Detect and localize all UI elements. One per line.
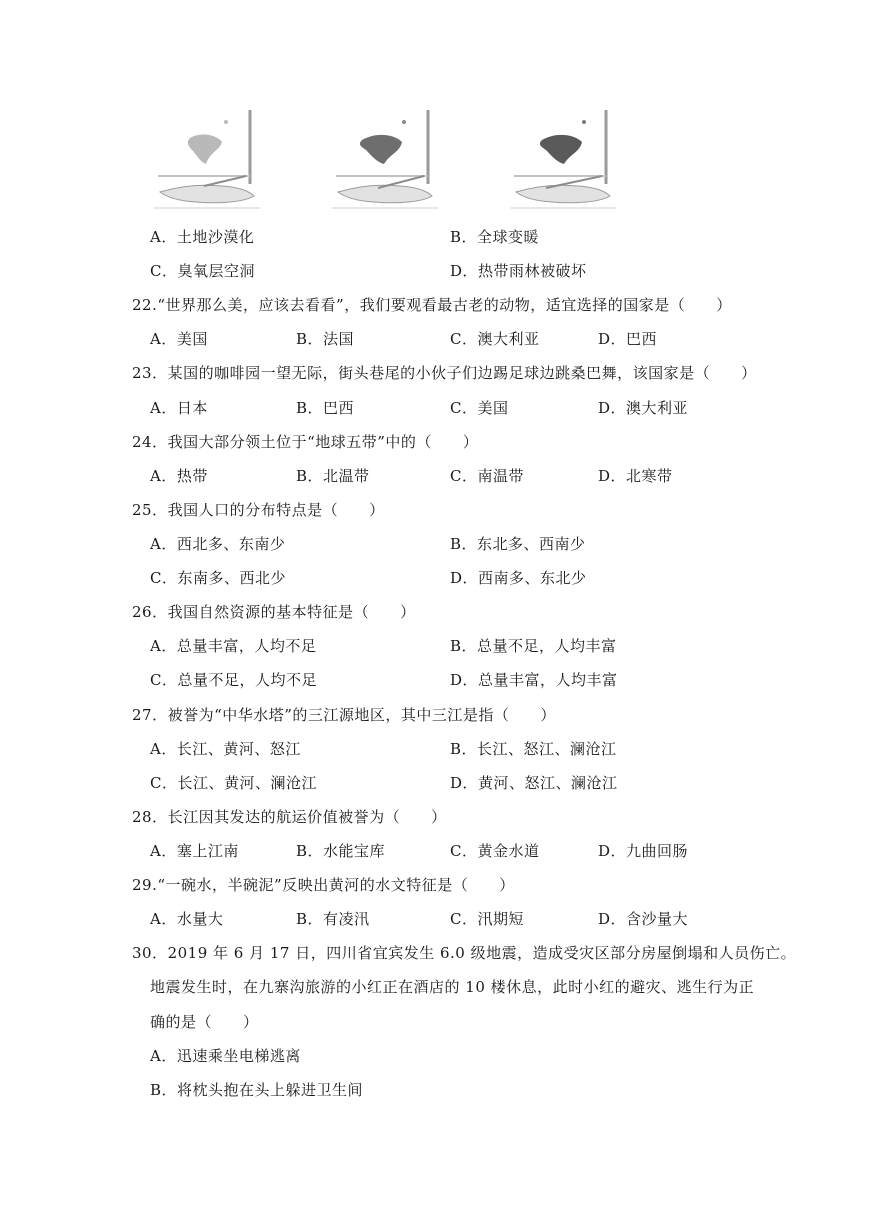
option-28-b: B．水能宝库 (296, 842, 386, 860)
option-26-a: A．总量丰富，人均不足 (150, 637, 317, 655)
question-25-stem: 25．我国人口的分布特点是（ ） (132, 501, 385, 519)
question-30-stem-line-3: 确的是（ ） (150, 1013, 259, 1031)
question-23-stem: 23．某国的咖啡园一望无际，街头巷尾的小伙子们边踢足球边跳桑巴舞，该国家是（ ） (132, 364, 757, 382)
option-24-c: C．南温带 (450, 467, 524, 485)
option-21-d: D．热带雨林被破坏 (450, 262, 587, 280)
option-28-c: C．黄金水道 (450, 842, 540, 860)
option-23-c: C．美国 (450, 399, 509, 417)
option-23-d: D．澳大利亚 (598, 399, 689, 417)
map-with-hand-3 (506, 104, 618, 216)
option-21-a: A．土地沙漠化 (150, 228, 255, 246)
option-24-b: B．北温带 (296, 467, 370, 485)
option-27-b: B．长江、怒江、澜沧江 (450, 740, 617, 758)
option-22-d: D．巴西 (598, 330, 658, 348)
option-26-c: C．总量不足，人均不足 (150, 671, 317, 689)
question-27-stem: 27．被誉为“中华水塔”的三江源地区，其中三江是指（ ） (132, 706, 556, 724)
question-26-stem: 26．我国自然资源的基本特征是（ ） (132, 603, 416, 621)
question-30-stem-line-1: 30．2019 年 6 月 17 日，四川省宜宾发生 6.0 级地震，造成受灾区部分房屋倒塌和人员伤亡。 (132, 944, 797, 962)
option-29-b: B．有凌汛 (296, 910, 370, 928)
option-22-b: B．法国 (296, 330, 355, 348)
map-with-hand-1 (150, 104, 262, 216)
option-29-d: D．含沙量大 (598, 910, 689, 928)
question-28-stem: 28．长江因其发达的航运价值被誉为（ ） (132, 808, 447, 826)
option-28-d: D．九曲回肠 (598, 842, 689, 860)
option-23-a: A．日本 (150, 399, 208, 417)
option-27-c: C．长江、黄河、澜沧江 (150, 774, 317, 792)
option-29-c: C．汛期短 (450, 910, 524, 928)
option-29-a: A．水量大 (150, 910, 224, 928)
option-27-d: D．黄河、怒江、澜沧江 (450, 774, 618, 792)
option-21-c: C．臭氧层空洞 (150, 262, 255, 280)
question-21-figure (150, 104, 620, 216)
question-22-stem: 22.“世界那么美，应该去看看”，我们要观看最古老的动物，适宜选择的国家是（ ） (132, 296, 732, 314)
question-30-stem-line-2: 地震发生时，在九寨沟旅游的小红正在酒店的 10 楼休息，此时小红的避灾、逃生行为正 (150, 978, 755, 996)
option-30-b: B．将枕头抱在头上躲进卫生间 (150, 1081, 364, 1099)
option-30-a: A．迅速乘坐电梯逃离 (150, 1047, 301, 1065)
option-23-b: B．巴西 (296, 399, 355, 417)
option-25-c: C．东南多、西北少 (150, 569, 286, 587)
question-24-stem: 24．我国大部分领土位于“地球五带”中的（ ） (132, 433, 479, 451)
option-24-a: A．热带 (150, 467, 208, 485)
option-27-a: A．长江、黄河、怒江 (150, 740, 301, 758)
option-28-a: A．塞上江南 (150, 842, 239, 860)
option-25-b: B．东北多、西南少 (450, 535, 586, 553)
map-with-hand-2 (328, 104, 440, 216)
question-29-stem: 29.“一碗水，半碗泥”反映出黄河的水文特征是（ ） (132, 876, 515, 894)
option-22-a: A．美国 (150, 330, 208, 348)
option-22-c: C．澳大利亚 (450, 330, 540, 348)
option-21-b: B．全球变暖 (450, 228, 540, 246)
option-26-d: D．总量丰富，人均丰富 (450, 671, 618, 689)
option-25-a: A．西北多、东南少 (150, 535, 286, 553)
option-24-d: D．北寒带 (598, 467, 673, 485)
option-25-d: D．西南多、东北少 (450, 569, 587, 587)
option-26-b: B．总量不足，人均丰富 (450, 637, 617, 655)
